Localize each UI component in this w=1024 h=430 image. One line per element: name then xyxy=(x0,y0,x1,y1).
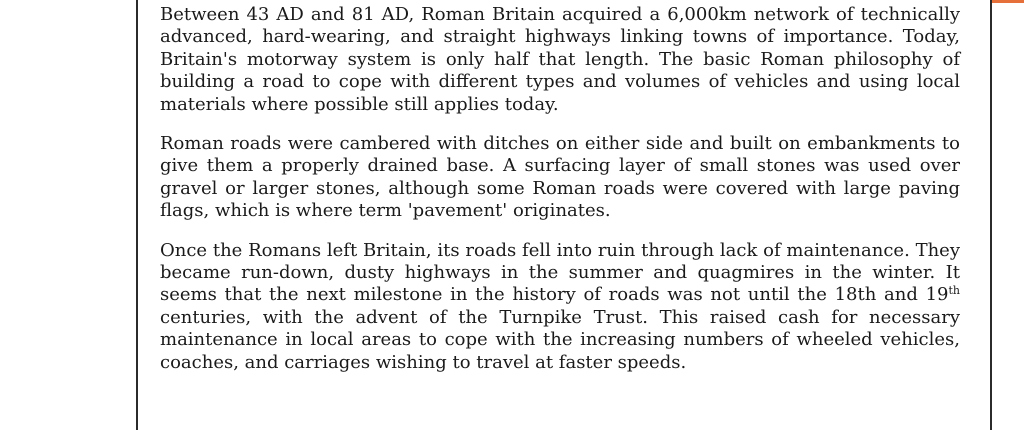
paragraph-after-romans xyxy=(160,240,960,374)
page-right-border xyxy=(990,0,992,430)
paragraph-after-romans-part2: centuries, with the advent of the Turnpike Trust. This raised cash for necessary maintenance in local areas to cope with the increasing numbers of wheeled vehicles, coaches, and carriages wishing to travel at faster speeds. xyxy=(160,306,960,373)
page-left-border xyxy=(136,0,138,430)
ordinal-superscript: th xyxy=(948,284,960,298)
document-body xyxy=(160,4,960,391)
accent-bar xyxy=(992,0,1024,3)
paragraph-roman-highways: Between 43 AD and 81 AD, Roman Britain acquired a 6,000km network of technically advanced, hard-wearing, and straight highways linking towns of importance. Today, Britain's motorway system is only half that length. The basic Roman philosophy of building a road to cope with different types and volumes of vehicles and using local materials where possible still applies today. xyxy=(160,4,960,115)
paragraph-roman-roads-construction: Roman roads were cambered with ditches on either side and built on embankments to give them a properly drained base. A surfacing layer of small stones was used over gravel or larger stones, although some Roman roads were covered with large paving flags, which is where term 'pavement' originates. xyxy=(160,133,960,222)
paragraph-after-romans-part1: Once the Romans left Britain, its roads fell into ruin through lack of maintenance. They became run-down, dusty highways in the summer and quagmires in the winter. It seems that the next milestone in the history of roads was not until the 18th and 19 xyxy=(160,239,960,306)
